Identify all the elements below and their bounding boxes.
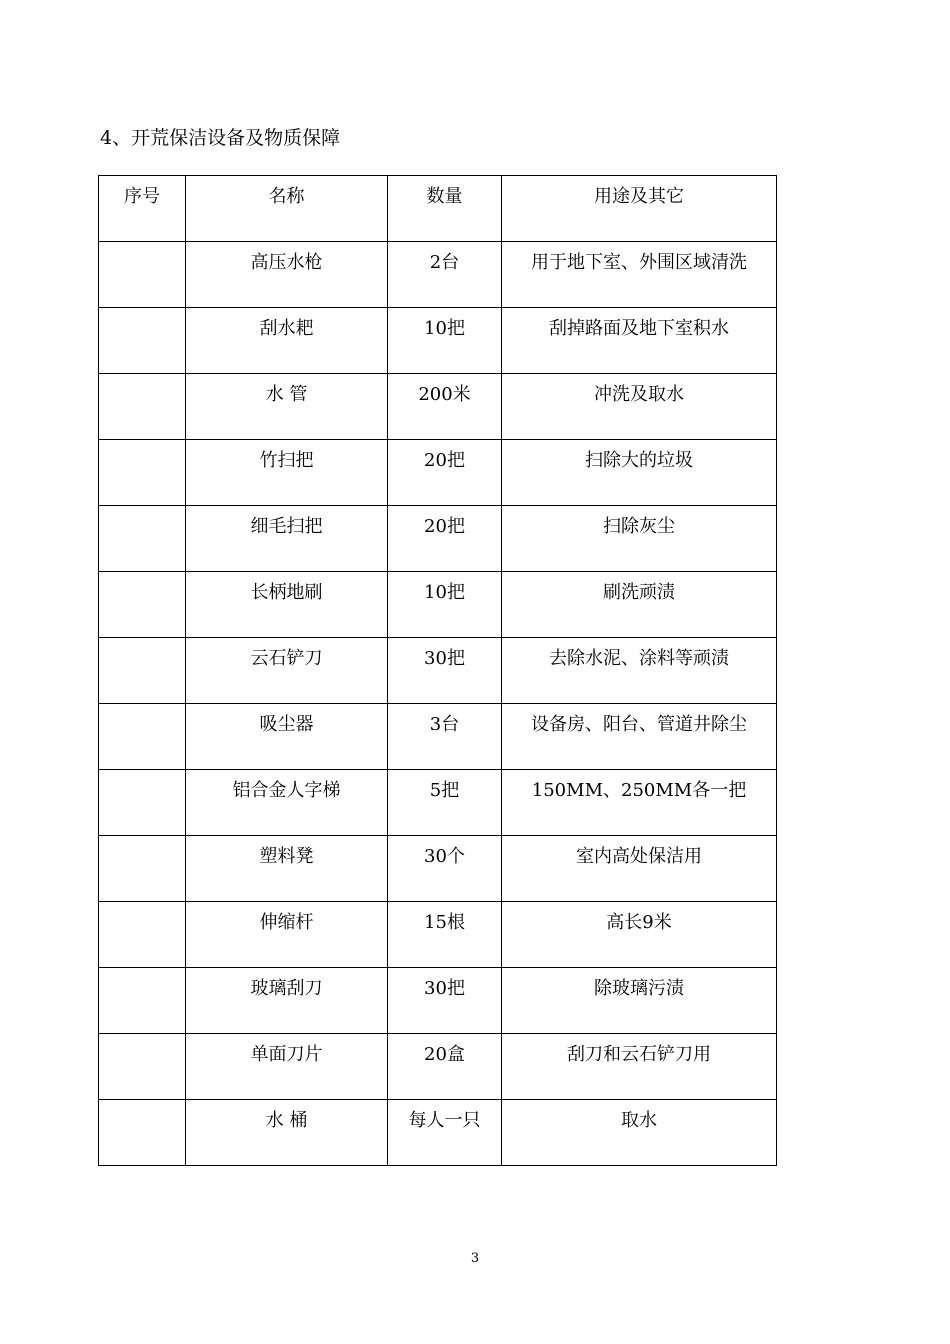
cell-index xyxy=(99,506,186,572)
cell-name: 塑料凳 xyxy=(186,836,388,902)
header-index: 序号 xyxy=(99,176,186,242)
cell-name: 单面刀片 xyxy=(186,1034,388,1100)
table-row xyxy=(99,374,777,440)
table-row xyxy=(99,506,777,572)
cell-name: 云石铲刀 xyxy=(186,638,388,704)
cell-quantity: 每人一只 xyxy=(388,1100,502,1166)
header-name: 名称 xyxy=(186,176,388,242)
cell-quantity: 10把 xyxy=(388,572,502,638)
cell-quantity: 200米 xyxy=(388,374,502,440)
cell-quantity: 20盒 xyxy=(388,1034,502,1100)
cell-index xyxy=(99,1100,186,1166)
page-number: 3 xyxy=(470,1251,480,1266)
cell-quantity: 20把 xyxy=(388,506,502,572)
table-header-row xyxy=(99,176,777,242)
table-row xyxy=(99,968,777,1034)
cell-name: 玻璃刮刀 xyxy=(186,968,388,1034)
cell-quantity: 3台 xyxy=(388,704,502,770)
cell-name: 水 桶 xyxy=(186,1100,388,1166)
header-usage: 用途及其它 xyxy=(502,176,777,242)
table-row xyxy=(99,572,777,638)
cell-usage: 刷洗顽渍 xyxy=(502,572,777,638)
cell-index xyxy=(99,440,186,506)
cell-name: 长柄地刷 xyxy=(186,572,388,638)
cell-usage: 除玻璃污渍 xyxy=(502,968,777,1034)
cell-quantity: 30把 xyxy=(388,638,502,704)
cell-usage: 用于地下室、外围区域清洗 xyxy=(502,242,777,308)
cell-index xyxy=(99,836,186,902)
table-row xyxy=(99,902,777,968)
cell-name: 刮水耙 xyxy=(186,308,388,374)
cell-quantity: 30个 xyxy=(388,836,502,902)
cell-quantity: 30把 xyxy=(388,968,502,1034)
table-row xyxy=(99,836,777,902)
cell-usage: 150MM、250MM各一把 xyxy=(502,770,777,836)
cell-usage: 取水 xyxy=(502,1100,777,1166)
cell-name: 水 管 xyxy=(186,374,388,440)
cell-usage: 冲洗及取水 xyxy=(502,374,777,440)
table-row xyxy=(99,308,777,374)
cell-index xyxy=(99,968,186,1034)
cell-usage: 扫除灰尘 xyxy=(502,506,777,572)
table-row xyxy=(99,242,777,308)
cell-quantity: 10把 xyxy=(388,308,502,374)
cell-index xyxy=(99,1034,186,1100)
cell-index xyxy=(99,704,186,770)
cell-index xyxy=(99,770,186,836)
cell-quantity: 20把 xyxy=(388,440,502,506)
section-heading: 4、开荒保洁设备及物质保障 xyxy=(100,127,341,149)
cell-index xyxy=(99,374,186,440)
table-row xyxy=(99,440,777,506)
cell-usage: 扫除大的垃圾 xyxy=(502,440,777,506)
cell-usage: 室内高处保洁用 xyxy=(502,836,777,902)
cell-name: 高压水枪 xyxy=(186,242,388,308)
cell-name: 吸尘器 xyxy=(186,704,388,770)
cell-usage: 刮掉路面及地下室积水 xyxy=(502,308,777,374)
table-row xyxy=(99,704,777,770)
cell-usage: 刮刀和云石铲刀用 xyxy=(502,1034,777,1100)
cell-usage: 高长9米 xyxy=(502,902,777,968)
cell-usage: 去除水泥、涂料等顽渍 xyxy=(502,638,777,704)
cell-index xyxy=(99,902,186,968)
cell-name: 伸缩杆 xyxy=(186,902,388,968)
cell-index xyxy=(99,242,186,308)
cell-name: 铝合金人字梯 xyxy=(186,770,388,836)
cell-quantity: 15根 xyxy=(388,902,502,968)
table-row xyxy=(99,638,777,704)
table-row xyxy=(99,1100,777,1166)
cell-index xyxy=(99,572,186,638)
table-row xyxy=(99,1034,777,1100)
header-quantity: 数量 xyxy=(388,176,502,242)
cell-name: 细毛扫把 xyxy=(186,506,388,572)
cell-index xyxy=(99,308,186,374)
cell-index xyxy=(99,638,186,704)
equipment-table xyxy=(98,175,777,1166)
cell-quantity: 5把 xyxy=(388,770,502,836)
cell-quantity: 2台 xyxy=(388,242,502,308)
cell-usage: 设备房、阳台、管道井除尘 xyxy=(502,704,777,770)
cell-name: 竹扫把 xyxy=(186,440,388,506)
table-row xyxy=(99,770,777,836)
